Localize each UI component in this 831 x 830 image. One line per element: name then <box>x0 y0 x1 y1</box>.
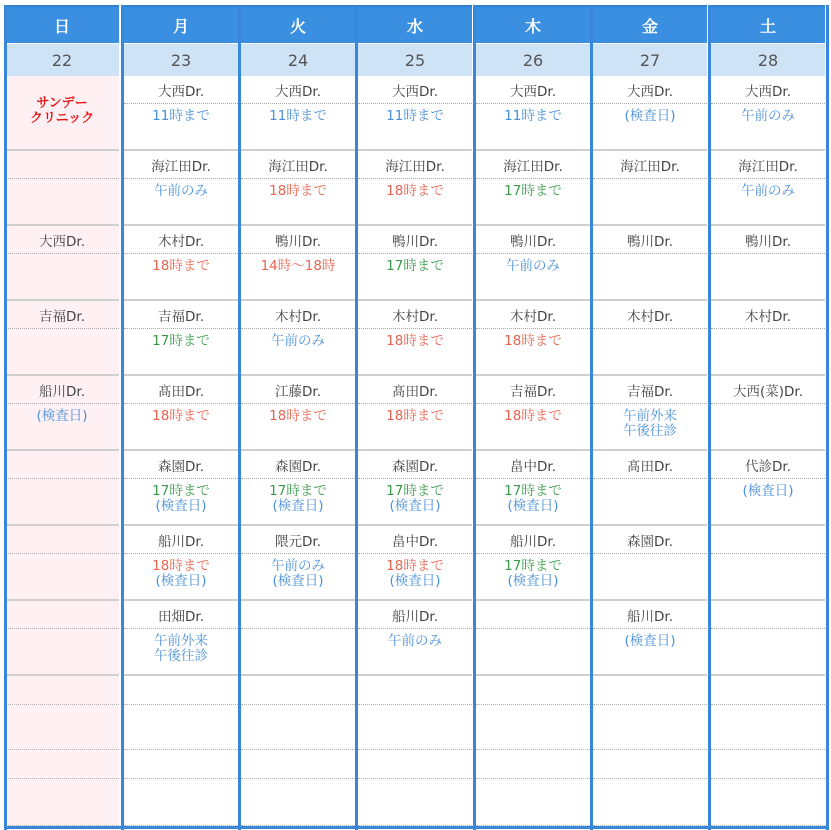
schedule-note: 18時まで <box>386 183 444 199</box>
doctor-name <box>241 601 355 629</box>
schedule-cell <box>476 151 590 226</box>
schedule-cell <box>711 376 825 451</box>
schedule-note: 午前のみ <box>154 183 208 199</box>
schedule-note: 午前のみ <box>506 258 560 274</box>
schedule-cell <box>358 301 472 376</box>
empty-cell <box>5 676 119 705</box>
doctor-name: 田畑Dr. <box>124 601 238 629</box>
empty-cell <box>5 750 119 779</box>
schedule-cell <box>124 226 238 301</box>
schedule-cell <box>124 376 238 451</box>
doctor-name: 船川Dr. <box>593 601 707 629</box>
schedule-cell <box>241 76 355 151</box>
schedule-note: 18時まで <box>504 333 562 349</box>
date-cell-2: 24 <box>241 44 355 76</box>
schedule-note: 18時まで <box>152 558 210 574</box>
empty-cell <box>711 779 825 826</box>
doctor-name: 海江田Dr. <box>124 151 238 179</box>
schedule-note: (検査日) <box>624 633 676 649</box>
schedule-cell <box>241 451 355 526</box>
doctor-name: 髙田Dr. <box>124 376 238 404</box>
doctor-name: 船川Dr. <box>5 376 119 404</box>
doctor-name: 森園Dr. <box>593 526 707 554</box>
schedule-cell <box>711 601 825 676</box>
schedule-cell <box>358 226 472 301</box>
schedule-note: (検査日) <box>507 498 559 514</box>
schedule-cell <box>593 601 707 676</box>
schedule-cell <box>476 526 590 601</box>
schedule-note: 18時まで <box>386 408 444 424</box>
schedule-cell <box>476 451 590 526</box>
doctor-name: 鴨川Dr. <box>476 226 590 254</box>
empty-cell <box>358 779 472 826</box>
schedule-note: 11時まで <box>504 108 562 124</box>
bottom-border <box>4 826 829 829</box>
schedule-cell <box>711 226 825 301</box>
schedule-cell <box>358 526 472 601</box>
date-cell-5: 27 <box>593 44 707 76</box>
empty-cell <box>711 750 825 779</box>
empty-cell <box>711 676 825 705</box>
doctor-name: 鴨川Dr. <box>241 226 355 254</box>
schedule-note: 17時まで <box>386 483 444 499</box>
schedule-note: 11時まで <box>269 108 327 124</box>
schedule-note: 午前のみ <box>741 183 795 199</box>
column-divider <box>473 5 476 830</box>
day-header-0: 日 <box>5 5 119 43</box>
empty-cell <box>476 779 590 826</box>
schedule-cell <box>5 76 119 151</box>
doctor-name: 木村Dr. <box>358 301 472 329</box>
empty-cell <box>476 750 590 779</box>
doctor-name: 大西Dr. <box>593 76 707 104</box>
doctor-name: 鴨川Dr. <box>358 226 472 254</box>
schedule-note: 午後往診 <box>623 423 677 439</box>
schedule-cell <box>711 451 825 526</box>
schedule-note: (検査日) <box>272 573 324 589</box>
schedule-cell <box>593 526 707 601</box>
date-cell-6: 28 <box>711 44 825 76</box>
schedule-cell <box>124 301 238 376</box>
doctor-name: 大西Dr. <box>241 76 355 104</box>
schedule-cell <box>593 451 707 526</box>
empty-cell <box>358 676 472 705</box>
doctor-name: 大西Dr. <box>124 76 238 104</box>
empty-cell <box>358 705 472 750</box>
schedule-cell <box>358 451 472 526</box>
schedule-cell <box>711 151 825 226</box>
empty-cell <box>124 779 238 826</box>
schedule-note: 17時まで <box>504 483 562 499</box>
schedule-cell <box>5 526 119 601</box>
doctor-name: 江藤Dr. <box>241 376 355 404</box>
schedule-cell <box>241 301 355 376</box>
schedule-note: 午前のみ <box>271 558 325 574</box>
schedule-note: 11時まで <box>152 108 210 124</box>
schedule-cell <box>241 601 355 676</box>
column-divider <box>121 5 124 830</box>
empty-cell <box>241 676 355 705</box>
doctor-name: 船川Dr. <box>124 526 238 554</box>
schedule-note: (検査日) <box>507 573 559 589</box>
schedule-cell <box>124 451 238 526</box>
schedule-note: 17時まで <box>152 333 210 349</box>
day-header-1: 月 <box>124 5 238 43</box>
schedule-cell <box>5 451 119 526</box>
schedule-note: (検査日) <box>742 483 794 499</box>
doctor-name: 吉福Dr. <box>476 376 590 404</box>
schedule-cell <box>593 76 707 151</box>
doctor-name: 大西Dr. <box>476 76 590 104</box>
date-cell-0: 22 <box>5 44 119 76</box>
doctor-name: 鴨川Dr. <box>711 226 825 254</box>
clinic-text: クリニック <box>29 111 95 126</box>
doctor-name: 海江田Dr. <box>593 151 707 179</box>
schedule-note: 18時まで <box>269 183 327 199</box>
schedule-cell <box>593 301 707 376</box>
schedule-cell <box>358 151 472 226</box>
date-cell-3: 25 <box>358 44 472 76</box>
doctor-name: 木村Dr. <box>593 301 707 329</box>
schedule-cell <box>124 526 238 601</box>
schedule-cell <box>358 76 472 151</box>
doctor-name: 髙田Dr. <box>593 451 707 479</box>
column-divider <box>708 5 711 830</box>
empty-cell <box>476 676 590 705</box>
empty-cell <box>593 779 707 826</box>
schedule-cell <box>241 226 355 301</box>
schedule-note: 18時まで <box>152 258 210 274</box>
schedule-cell <box>124 76 238 151</box>
doctor-name: 海江田Dr. <box>241 151 355 179</box>
clinic-text: サンデー <box>36 96 88 111</box>
doctor-name: 森園Dr. <box>124 451 238 479</box>
schedule-cell <box>5 601 119 676</box>
doctor-name: 海江田Dr. <box>711 151 825 179</box>
doctor-name: 木村Dr. <box>124 226 238 254</box>
empty-cell <box>241 779 355 826</box>
schedule-note: (検査日) <box>36 408 88 424</box>
schedule-cell <box>593 376 707 451</box>
empty-cell <box>476 705 590 750</box>
empty-cell <box>241 750 355 779</box>
schedule-note: 11時まで <box>386 108 444 124</box>
doctor-name <box>5 151 119 179</box>
schedule-cell <box>711 526 825 601</box>
empty-cell <box>593 750 707 779</box>
day-header-2: 火 <box>241 5 355 43</box>
schedule-note: 14時〜18時 <box>260 258 336 274</box>
schedule-note: 18時まで <box>386 558 444 574</box>
schedule-note: 17時まで <box>504 183 562 199</box>
empty-cell <box>593 705 707 750</box>
doctor-name: 大西Dr. <box>5 226 119 254</box>
schedule-cell <box>476 226 590 301</box>
schedule-note: 午前のみ <box>271 333 325 349</box>
doctor-name: 木村Dr. <box>476 301 590 329</box>
doctor-name <box>476 601 590 629</box>
doctor-name: 森園Dr. <box>241 451 355 479</box>
schedule-cell <box>5 226 119 301</box>
date-cell-1: 23 <box>124 44 238 76</box>
schedule-note: (検査日) <box>155 498 207 514</box>
schedule-note: 午前のみ <box>741 108 795 124</box>
schedule-note: 18時まで <box>504 408 562 424</box>
schedule-note: (検査日) <box>389 573 441 589</box>
schedule-note: (検査日) <box>272 498 324 514</box>
doctor-name <box>711 526 825 554</box>
doctor-name: 大西Dr. <box>711 76 825 104</box>
schedule-note: 17時まで <box>386 258 444 274</box>
schedule-cell <box>241 376 355 451</box>
schedule-cell <box>124 151 238 226</box>
schedule-cell <box>5 301 119 376</box>
day-header-6: 土 <box>711 5 825 43</box>
empty-cell <box>124 750 238 779</box>
day-header-3: 水 <box>358 5 472 43</box>
column-divider <box>590 5 593 830</box>
empty-cell <box>593 676 707 705</box>
schedule-note: 午前外来 <box>154 633 208 649</box>
column-divider <box>238 5 241 830</box>
schedule-note: 午前外来 <box>623 408 677 424</box>
schedule-cell <box>5 376 119 451</box>
doctor-name: 木村Dr. <box>711 301 825 329</box>
doctor-name: 代診Dr. <box>711 451 825 479</box>
schedule-note: (検査日) <box>624 108 676 124</box>
doctor-name: 木村Dr. <box>241 301 355 329</box>
schedule-cell <box>358 376 472 451</box>
doctor-name <box>5 526 119 554</box>
schedule-note: (検査日) <box>155 573 207 589</box>
doctor-name: 鴨川Dr. <box>593 226 707 254</box>
schedule-note: 午後往診 <box>154 648 208 664</box>
empty-cell <box>241 705 355 750</box>
empty-cell <box>358 750 472 779</box>
schedule-cell <box>476 301 590 376</box>
schedule-cell <box>593 226 707 301</box>
doctor-name: 大西(菜)Dr. <box>711 376 825 404</box>
schedule-cell <box>593 151 707 226</box>
doctor-name: 森園Dr. <box>358 451 472 479</box>
schedule-cell <box>476 76 590 151</box>
empty-cell <box>5 779 119 826</box>
doctor-name: 吉福Dr. <box>124 301 238 329</box>
doctor-name: 吉福Dr. <box>5 301 119 329</box>
date-cell-4: 26 <box>476 44 590 76</box>
doctor-name: 海江田Dr. <box>358 151 472 179</box>
doctor-name: 大西Dr. <box>358 76 472 104</box>
doctor-name: 船川Dr. <box>358 601 472 629</box>
doctor-name <box>711 601 825 629</box>
schedule-cell <box>241 526 355 601</box>
schedule-cell <box>124 601 238 676</box>
doctor-name: 隈元Dr. <box>241 526 355 554</box>
schedule-cell <box>476 601 590 676</box>
column-divider <box>4 5 7 830</box>
schedule-note: 18時まで <box>269 408 327 424</box>
doctor-name <box>5 601 119 629</box>
empty-cell <box>5 705 119 750</box>
schedule-note: 18時まで <box>386 333 444 349</box>
schedule-note: 18時まで <box>152 408 210 424</box>
doctor-name: 畠中Dr. <box>358 526 472 554</box>
doctor-name: 船川Dr. <box>476 526 590 554</box>
schedule-note: 17時まで <box>152 483 210 499</box>
doctor-name: 吉福Dr. <box>593 376 707 404</box>
schedule-cell <box>241 151 355 226</box>
doctor-name: 畠中Dr. <box>476 451 590 479</box>
schedule-cell <box>5 151 119 226</box>
schedule-cell <box>711 301 825 376</box>
schedule-note: 午前のみ <box>388 633 442 649</box>
empty-cell <box>124 676 238 705</box>
column-divider <box>355 5 358 830</box>
empty-cell <box>711 705 825 750</box>
sunday-clinic-label <box>5 76 119 126</box>
schedule-cell <box>711 76 825 151</box>
schedule-cell <box>358 601 472 676</box>
day-header-5: 金 <box>593 5 707 43</box>
schedule-cell <box>476 376 590 451</box>
schedule-note: (検査日) <box>389 498 441 514</box>
column-divider <box>826 5 829 830</box>
doctor-name: 海江田Dr. <box>476 151 590 179</box>
doctor-name: 髙田Dr. <box>358 376 472 404</box>
schedule-note: 17時まで <box>269 483 327 499</box>
schedule-note: 17時まで <box>504 558 562 574</box>
doctor-name <box>5 451 119 479</box>
empty-cell <box>124 705 238 750</box>
day-header-4: 木 <box>476 5 590 43</box>
